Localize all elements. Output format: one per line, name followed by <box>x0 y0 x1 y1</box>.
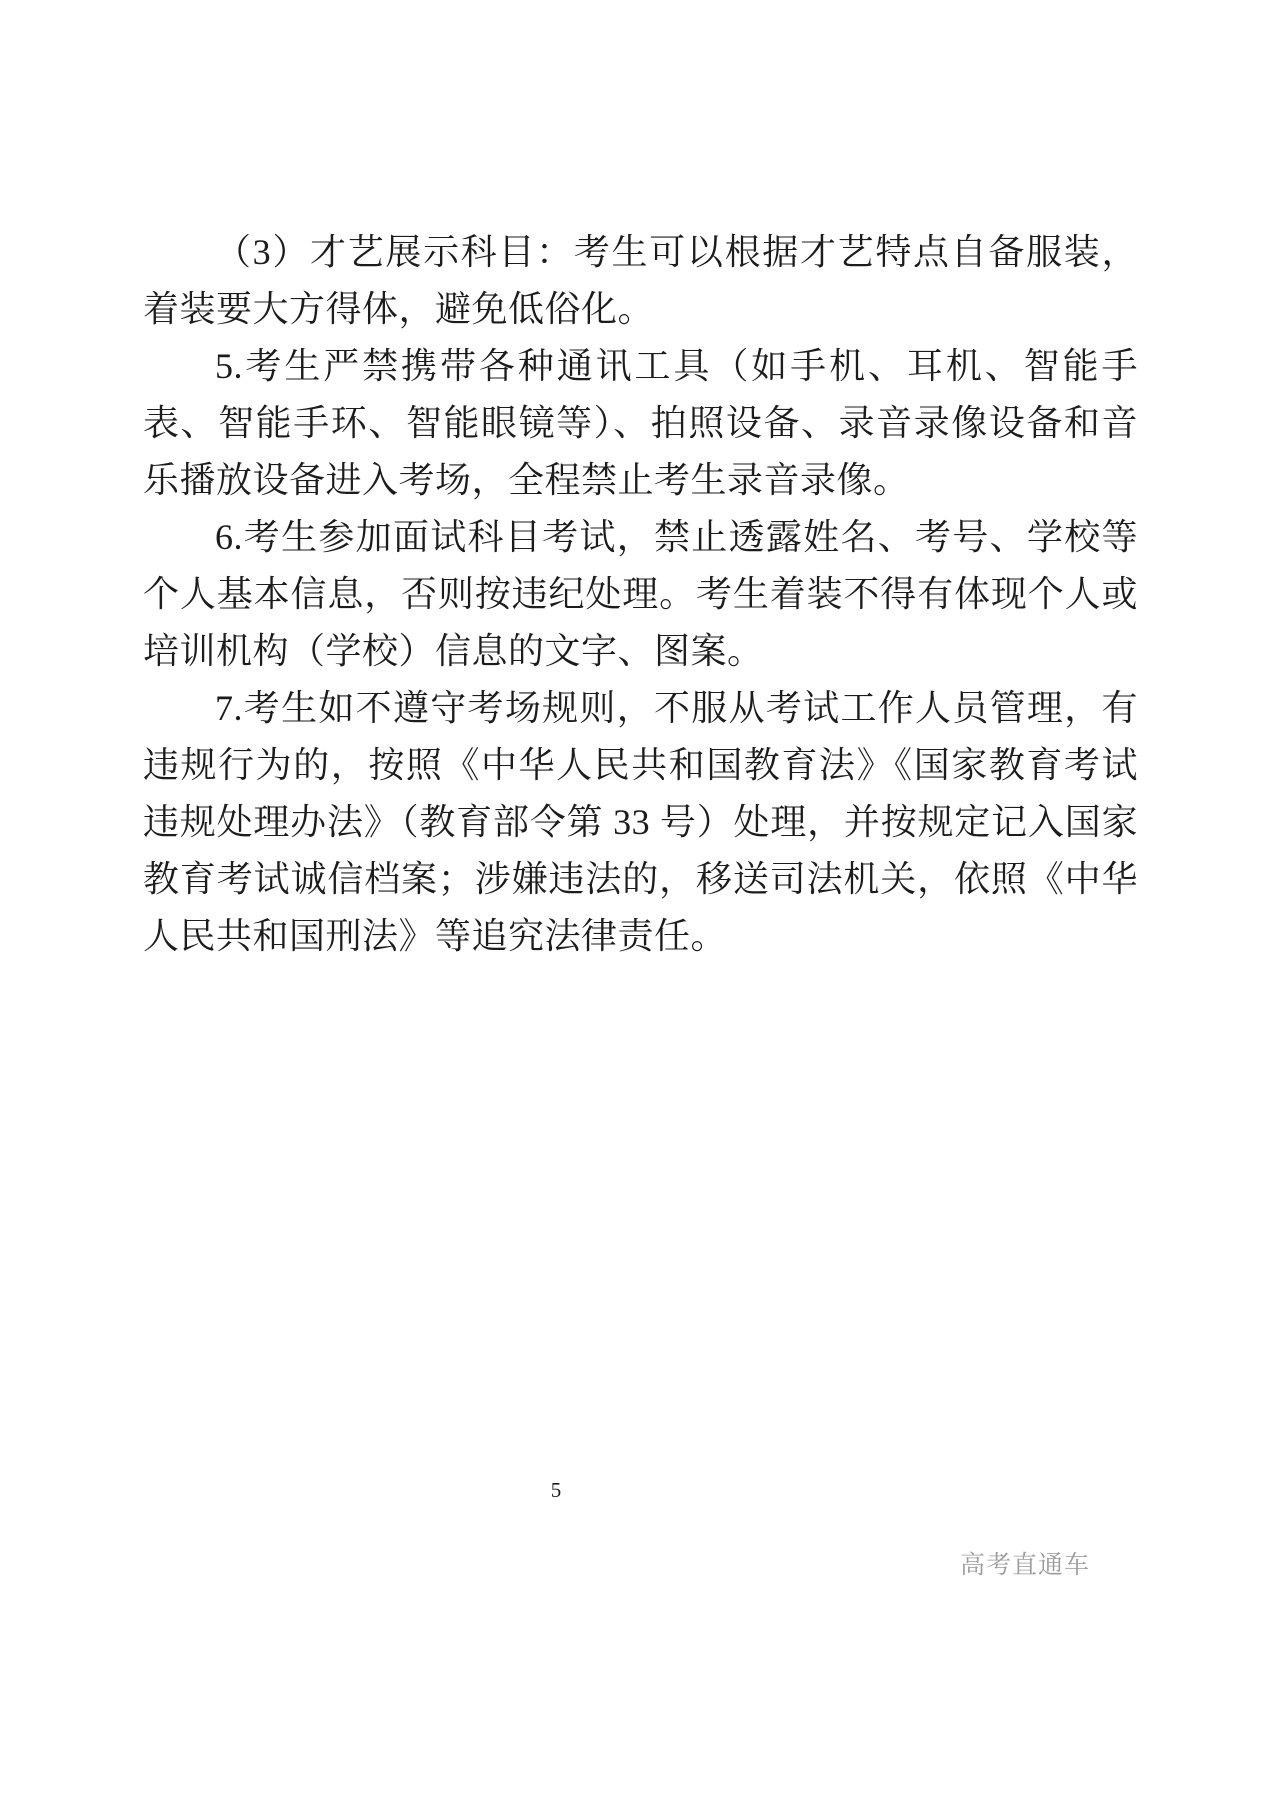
page-number: 5 <box>550 1478 562 1502</box>
paragraph-talent-show-subject: （3）才艺展示科目：考生可以根据才艺特点自备服装，着装要大方得体，避免低俗化。 <box>143 232 1138 329</box>
paragraph-rule-5: 5.考生严禁携带各种通讯工具（如手机、耳机、智能手表、智能手环、智能眼镜等）、拍照设备、录音录像设备和音乐播放设备进入考场，全程禁止考生录音录像。 <box>143 346 1138 500</box>
paragraph-rule-7: 7.考生如不遵守考场规则，不服从考试工作人员管理，有违规行为的，按照《中华人民共和国教育法》《国家教育考试违规处理办法》（教育部令第 33 号）处理，并按规定记入国家教育考试诚信档案；涉嫌违法的，移送司法机关，依照《中华人民共和国刑法》等追究法律责任。 <box>143 688 1138 956</box>
document-body <box>143 224 1138 965</box>
watermark-text: 高考直通车 <box>959 1551 1090 1579</box>
paragraph-rule-6: 6.考生参加面试科目考试，禁止透露姓名、考号、学校等个人基本信息，否则按违纪处理。考生着装不得有体现个人或培训机构（学校）信息的文字、图案。 <box>143 517 1138 671</box>
